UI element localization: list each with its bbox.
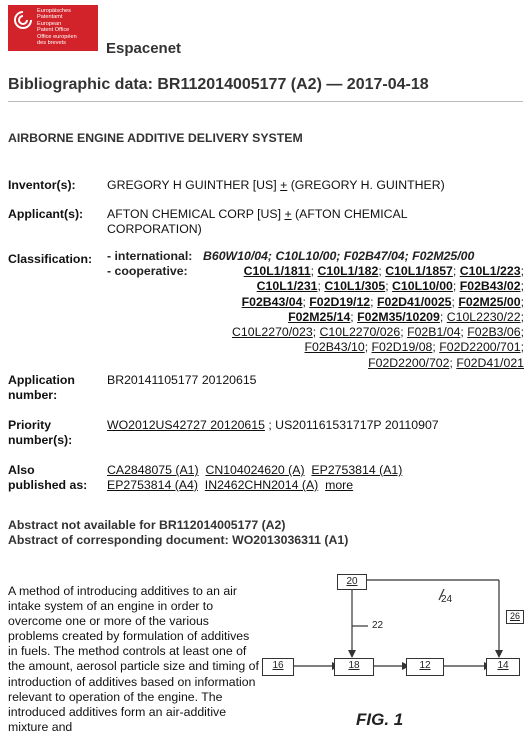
- classification-code-link[interactable]: C10L2230/22: [446, 309, 521, 324]
- pub-link[interactable]: CN104024620 (A): [205, 463, 305, 477]
- brand-name: Espacenet: [106, 40, 182, 57]
- classification-code-link[interactable]: C10L1/182: [317, 264, 379, 278]
- classification-code-link[interactable]: F02D2200/702: [368, 355, 450, 370]
- figure-box-16: 16: [262, 658, 294, 676]
- inventor-label: Inventor(s):: [8, 178, 76, 192]
- epo-logo[interactable]: [8, 5, 98, 51]
- pub-link[interactable]: CA2848075 (A1): [107, 463, 199, 477]
- cooperative-label: - cooperative:: [107, 264, 188, 278]
- classification-code-link[interactable]: C10L1/231: [256, 279, 318, 294]
- classification-code-link[interactable]: F02D19/08: [371, 340, 433, 355]
- figure-ref-22: 22: [372, 620, 384, 631]
- inventor-alt: (GREGORY H. GUINTHER): [287, 178, 445, 192]
- figure-ref-24: 24: [441, 594, 453, 605]
- classification-code-link[interactable]: C10L2270/026: [319, 325, 401, 340]
- inventor-plus-link[interactable]: +: [280, 178, 288, 192]
- abstract-corresponding-heading: Abstract of corresponding document: WO2013036311 (A1): [8, 533, 349, 547]
- classification-code-link[interactable]: F02B43/10: [304, 340, 365, 355]
- international-label: - international:: [107, 249, 193, 263]
- epo-logo-icon: [14, 11, 32, 29]
- international-value: B60W10/04; C10L10/00; F02B47/04; F02M25/00: [203, 249, 475, 263]
- classification-code-link[interactable]: C10L1/1811: [243, 264, 311, 278]
- figure-box-18: 18: [334, 658, 374, 676]
- pub-link[interactable]: EP2753814 (A1): [311, 463, 403, 477]
- figure-box-12: 12: [406, 658, 444, 676]
- classification-code-link[interactable]: F02B3/06: [467, 325, 521, 340]
- classification-code-link[interactable]: C10L1/305: [324, 279, 386, 294]
- figure-box-26: 26: [506, 610, 524, 624]
- patent-title: AIRBORNE ENGINE ADDITIVE DELIVERY SYSTEM: [8, 131, 303, 145]
- inventor-value: [107, 178, 445, 193]
- classification-code-link[interactable]: F02M35/10209: [357, 309, 440, 324]
- classification-code-link[interactable]: F02B1/04: [407, 325, 461, 340]
- classification-code-link[interactable]: F02D41/021: [456, 355, 524, 370]
- cooperative-codes: C10L1/1811; C10L1/182; C10L1/1857; C10L1/223; C10L1/231; C10L1/305; C10L10/00; F02B43/02; F02B43/04; F02D19/12; F02D41/0025; F02M25/00; F02M25/14; F02M35/10209; C10L2230/22; C10L2270/023; C10L2270/026; F02B1/04; F02B3/06; F02B43/10; F02D19/08; F02D2200/701; F02D2200/702; F02D41/021: [232, 264, 524, 370]
- application-number: BR20141105177 20120615: [107, 373, 257, 387]
- classification-label: Classification:: [8, 252, 93, 266]
- divider: [8, 101, 523, 102]
- application-label: Application number:: [8, 373, 75, 402]
- classification-code-link[interactable]: F02M25/00: [458, 294, 521, 309]
- more-link[interactable]: more: [325, 478, 354, 492]
- inventor-name: GREGORY H GUINTHER [US]: [107, 178, 277, 192]
- applicant-alt-cont: CORPORATION): [107, 222, 202, 236]
- figure-box-14: 14: [486, 658, 520, 676]
- classification-code-link[interactable]: F02D2200/701: [439, 340, 521, 355]
- abstract-heading: Abstract not available for BR112014005177 (A2): [8, 518, 286, 532]
- priority-value: [107, 418, 439, 433]
- page-title: Bibliographic data: BR112014005177 (A2) — 2017-04-18: [8, 76, 429, 93]
- pub-link[interactable]: EP2753814 (A4): [107, 478, 198, 492]
- priority-label: Priority number(s):: [8, 418, 73, 447]
- classification-code-link[interactable]: C10L1/223: [459, 264, 521, 278]
- also-published-label: Also published as:: [8, 463, 88, 492]
- figure-box-20: 20: [337, 574, 367, 590]
- figure-lines: [256, 562, 526, 734]
- figure-caption: FIG. 1: [356, 710, 404, 729]
- also-published-list: [107, 463, 402, 493]
- applicant-name: AFTON CHEMICAL CORP [US]: [107, 207, 282, 221]
- classification-code-link[interactable]: C10L1/1857: [385, 264, 453, 278]
- drawing-figure[interactable]: [256, 562, 526, 734]
- applicant-value: [107, 207, 408, 237]
- priority-link[interactable]: WO2012US42727 20120615: [107, 418, 265, 432]
- abstract-text: A method of introducing additives to an air intake system of an engine in order to overcome one or more of the various problems created by formulation of additives in fuels. The method controls at least one of the amount, aerosol particle size and timing of introduction of additives based on information relevant to operation of the engine. The introduced additives form an air-additive mixture and: [8, 584, 259, 734]
- classification-code-link[interactable]: F02M25/14: [288, 309, 351, 324]
- classification-code-link[interactable]: C10L10/00: [392, 279, 453, 294]
- pub-link[interactable]: IN2462CHN2014 (A): [204, 478, 319, 492]
- applicant-label: Applicant(s):: [8, 207, 84, 221]
- classification-code-link[interactable]: F02D19/12: [309, 294, 371, 309]
- classification-code-link[interactable]: F02D41/0025: [376, 294, 452, 309]
- classification-code-link[interactable]: F02B43/02: [459, 279, 521, 294]
- classification-code-link[interactable]: F02B43/04: [241, 294, 303, 309]
- priority-rest: ; US201161531717P 20110907: [264, 418, 439, 432]
- logo-text: Europäisches Patentamt European Patent Office Office européen des brevets: [37, 8, 77, 47]
- classification-code-link[interactable]: C10L2270/023: [232, 325, 313, 340]
- applicant-plus-link[interactable]: +: [284, 207, 292, 221]
- applicant-alt: (AFTON CHEMICAL: [291, 207, 408, 221]
